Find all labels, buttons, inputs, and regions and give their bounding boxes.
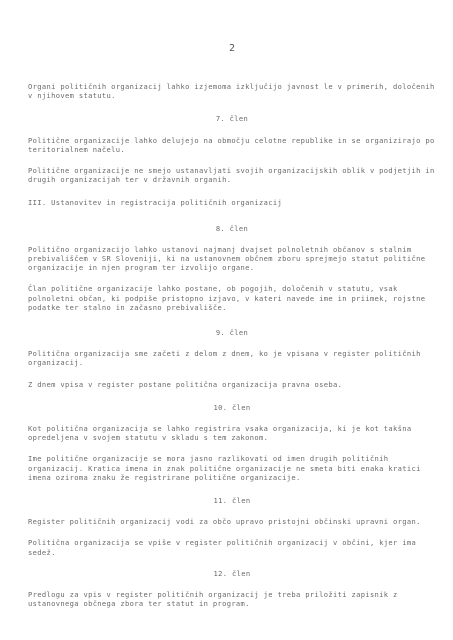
article-10-heading: 10. člen (213, 402, 251, 412)
article-12-paragraph-1: Predlogu za vpis v register političnih organizacij je treba priložiti zapisnik z ustanovnega občnega zbora ter statut in program. (28, 590, 398, 609)
article-9-paragraph-2: Z dnem vpisa v register postane politična organizacija pravna oseba. (28, 379, 343, 389)
article-11-paragraph-1: Register političnih organizacij vodi za občo upravo pristojni občinski upravni organ. (28, 517, 421, 527)
article-10-paragraph-2: Ime politične organizacije se mora jasno razlikovati od imen drugih političnih organizacij. Kratica imena in znak politične organizacije ne smeta biti enaka kratici imena oziroma znaku že registrirane politične organizacije. (28, 454, 421, 482)
article-10-paragraph-1: Kot politična organizacija se lahko registrira vsaka organizacija, ki je kot takšna opredeljena v svojem statutu v skladu s tem zakonom. (28, 424, 412, 443)
article-7-heading: 7. člen (215, 114, 249, 124)
intro-paragraph: Organi političnih organizacij lahko izjemoma izključijo javnost le v primerih, določenih v njihovem statutu. (28, 82, 435, 101)
article-8-paragraph-1: Politično organizacijo lahko ustanovi najmanj dvajset polnoletnih občanov s stalnim prebivališčem v SR Sloveniji, ki na ustanovnem občnem zboru sprejmejo statut politične organizacije in njen program ter izvolijo organe. (28, 244, 426, 273)
article-11-paragraph-2: Politična organizacija se vpiše v register političnih organizacij v občini, kjer ima sedež. (28, 538, 417, 557)
page-number: 2 (229, 43, 236, 54)
article-11-heading: 11. člen (213, 496, 251, 506)
article-8-paragraph-2: Član politične organizacije lahko postane, ob pogojih, določenih v statutu, vsak polnoletni občan, ki podpiše pristopno izjavo, v kateri navede ime in priimek, rojstne podatke ter stalno in začasno prebivališče. (28, 284, 426, 312)
document-body (28, 82, 436, 609)
article-8-heading: 8. člen (215, 223, 249, 233)
article-7-paragraph-1: Politične organizacije lahko delujejo na območju celotne republike in se organizirajo po teritorialnem načelu. (28, 135, 435, 154)
article-9-paragraph-1: Politična organizacija sme začeti z delom z dnem, ko je vpisana v register političnih organizacij. (28, 349, 421, 368)
article-12-heading: 12. člen (213, 568, 251, 578)
chapter-heading: III. Ustanovitev in registracija političnih organizacij (28, 198, 283, 208)
article-7-paragraph-2: Politične organizacije ne smejo ustanavljati svojih organizacijskih oblik v podjetjih in drugih organizacijah ter v državnih organih. (28, 166, 435, 185)
article-9-heading: 9. člen (215, 328, 249, 338)
